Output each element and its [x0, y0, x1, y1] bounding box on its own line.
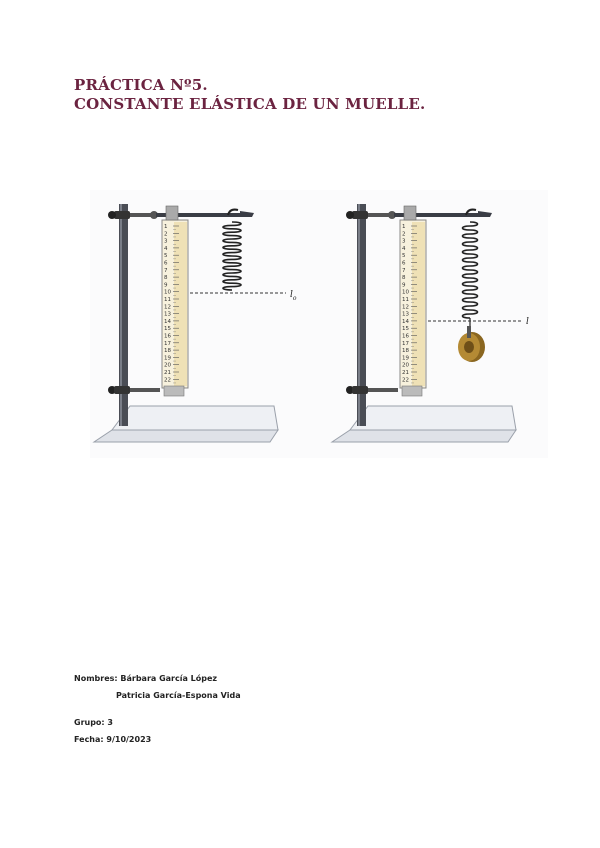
scale-tick-label: 12	[164, 304, 171, 311]
scale-tick-label: 8	[164, 275, 168, 282]
document-title	[74, 76, 425, 114]
stand-base-right	[332, 430, 516, 442]
scale-tick-label: 21	[164, 370, 171, 376]
scale-tick-label: 6	[164, 260, 168, 267]
scale-tick-label: 15	[402, 326, 409, 333]
scale-tick-label: 10	[402, 289, 409, 296]
scale-tick-label: 17	[402, 340, 409, 347]
name-1: Bárbara García López	[120, 674, 218, 683]
label-l: l	[526, 317, 529, 327]
scale-tick-label: 2	[164, 231, 168, 238]
scale-tick-label: 13	[164, 311, 171, 318]
names-block	[74, 673, 241, 701]
scale-tick-label: 3	[402, 238, 406, 245]
title-line-2: CONSTANTE ELÁSTICA DE UN MUELLE.	[74, 95, 426, 113]
scale-tick-label: 2	[402, 231, 406, 238]
scale-tick-label: 9	[402, 282, 406, 289]
scale-tick-label: 13	[402, 311, 409, 318]
name-2: Patricia García-Espona Vida	[116, 691, 241, 700]
names-line-1	[74, 673, 241, 684]
label-lo: $l_o$	[290, 290, 297, 302]
scale-tick-label: 12	[402, 304, 409, 311]
scale-tick-label: 15	[164, 326, 171, 333]
scale-tick-label: 11	[164, 297, 171, 303]
scale-tick-label: 14	[402, 318, 409, 325]
scale-tick-label: 1	[402, 224, 406, 230]
scale-tick-label: 10	[164, 289, 171, 296]
spring-apparatus-figure	[90, 190, 548, 458]
scale-tick-label: 21	[402, 370, 409, 376]
scale-tick-label: 16	[402, 333, 409, 340]
spring-left	[223, 222, 241, 290]
title-line-1: PRÁCTICA Nº5.	[74, 76, 208, 94]
date-line: Fecha: 9/10/2023	[74, 735, 152, 744]
scale-tick-label: 5	[402, 253, 406, 260]
names-label: Nombres:	[74, 674, 118, 683]
scale-tick-label: 16	[164, 333, 171, 340]
scale-tick-label: 11	[402, 297, 409, 303]
scale-tick-label: 9	[164, 282, 168, 289]
scale-tick-label: 20	[402, 362, 409, 369]
scale-tick-label: 3	[164, 238, 168, 245]
scale-tick-label: 22	[402, 377, 409, 384]
group-line: Grupo: 3	[74, 718, 113, 727]
scale-tick-label: 18	[402, 348, 409, 355]
scale-tick-label: 7	[402, 267, 406, 274]
scale-tick-label: 5	[164, 253, 168, 260]
scale-tick-label: 7	[164, 267, 168, 274]
scale-tick-label: 6	[402, 260, 406, 267]
scale-tick-label: 4	[164, 245, 168, 252]
stand-base-left	[94, 430, 278, 442]
scale-tick-label: 19	[402, 355, 409, 362]
scale-tick-label: 18	[164, 348, 171, 355]
scale-tick-label: 19	[164, 355, 171, 362]
scale-tick-label: 4	[402, 245, 406, 252]
scale-tick-label: 1	[164, 224, 168, 230]
scale-tick-label: 17	[164, 340, 171, 347]
scale-tick-label: 14	[164, 318, 171, 325]
scale-tick-label: 20	[164, 362, 171, 369]
names-line-2	[74, 690, 241, 701]
scale-tick-label: 8	[402, 275, 406, 282]
scale-tick-label: 22	[164, 377, 171, 384]
